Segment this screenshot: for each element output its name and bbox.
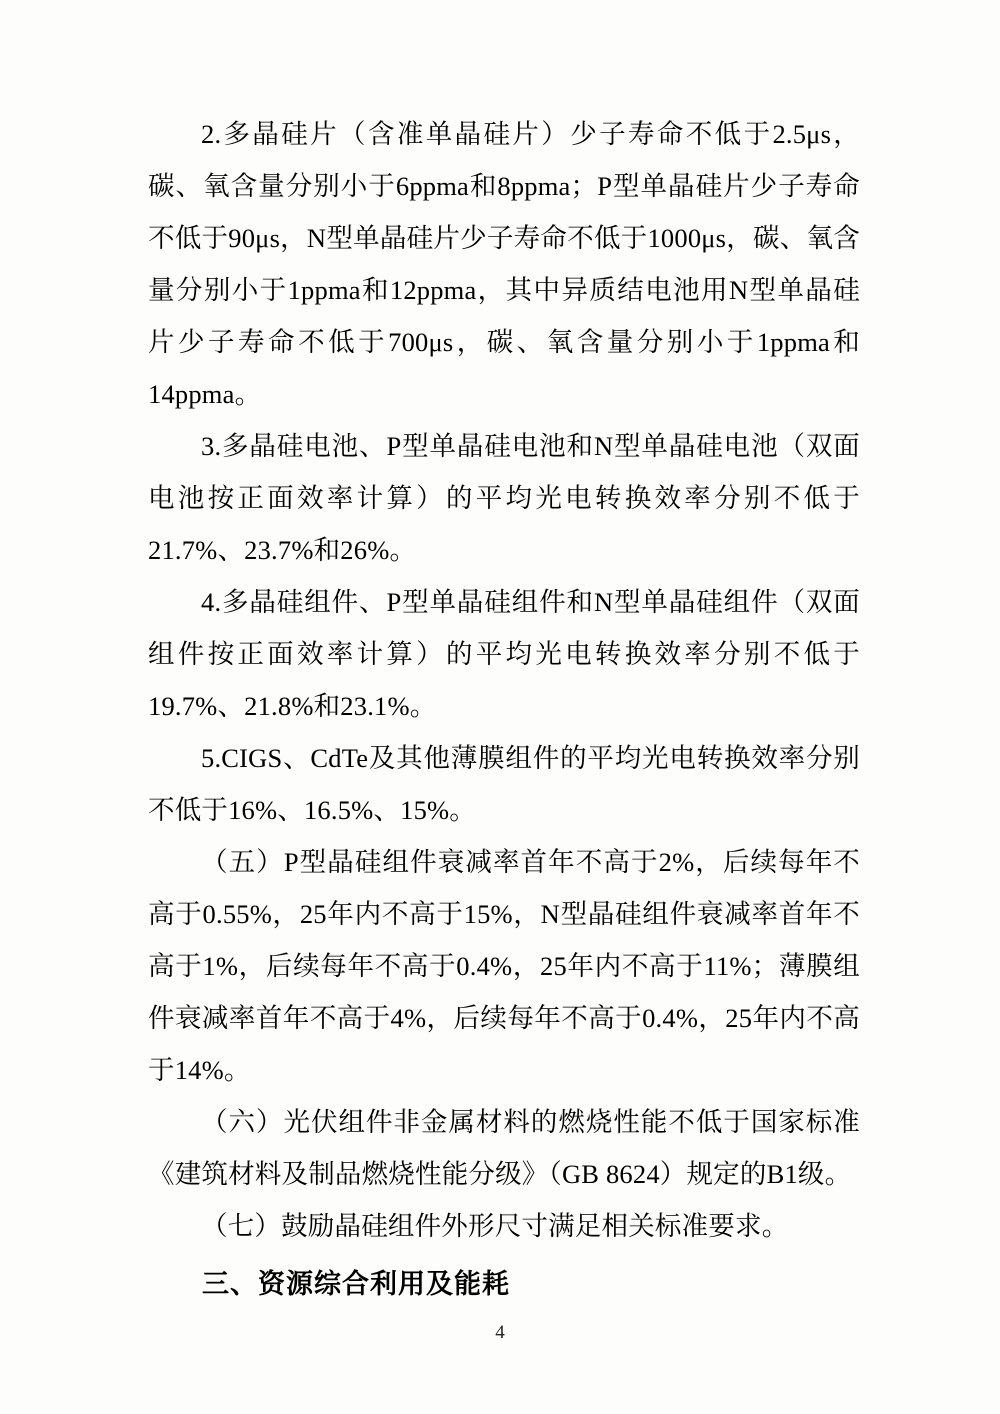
paragraph-item-5: 5.CIGS、CdTe及其他薄膜组件的平均光电转换效率分别不低于16%、16.5%、15%。 xyxy=(148,743,860,825)
paragraph-item-six-cn: （六）光伏组件非金属材料的燃烧性能不低于国家标准《建筑材料及制品燃烧性能分级》（GB 8624）规定的B1级。 xyxy=(148,1107,860,1189)
paragraph-item-4: 4.多晶硅组件、P型单晶硅组件和N型单晶硅组件（双面组件按正面效率计算）的平均光电转换效率分别不低于19.7%、21.8%和23.1%。 xyxy=(148,587,860,721)
paragraph-item-3: 3.多晶硅电池、P型单晶硅电池和N型单晶硅电池（双面电池按正面效率计算）的平均光电转换效率分别不低于21.7%、23.7%和26%。 xyxy=(148,431,860,565)
page-number: 4 xyxy=(495,1322,505,1343)
paragraph-item-five-cn: （五）P型晶硅组件衰减率首年不高于2%，后续每年不高于0.55%，25年内不高于15%，N型晶硅组件衰减率首年不高于1%，后续每年不高于0.4%，25年内不高于11%；薄膜组件衰减率首年不高于4%，后续每年不高于0.4%，25年内不高于14%。 xyxy=(148,847,860,1085)
paragraph-item-seven-cn: （七）鼓励晶硅组件外形尺寸满足相关标准要求。 xyxy=(201,1211,789,1241)
section-heading: 三、资源综合利用及能耗 xyxy=(202,1269,510,1299)
page-content xyxy=(148,108,860,1337)
paragraph-item-2: 2.多晶硅片（含准单晶硅片）少子寿命不低于2.5μs，碳、氧含量分别小于6ppma和8ppma；P型单晶硅片少子寿命不低于90μs，N型单晶硅片少子寿命不低于1000μs，碳、氧含量分别小于1ppma和12ppma，其中异质结电池用N型单晶硅片少子寿命不低于700μs，碳、氧含量分别小于1ppma和14ppma。 xyxy=(148,119,860,409)
